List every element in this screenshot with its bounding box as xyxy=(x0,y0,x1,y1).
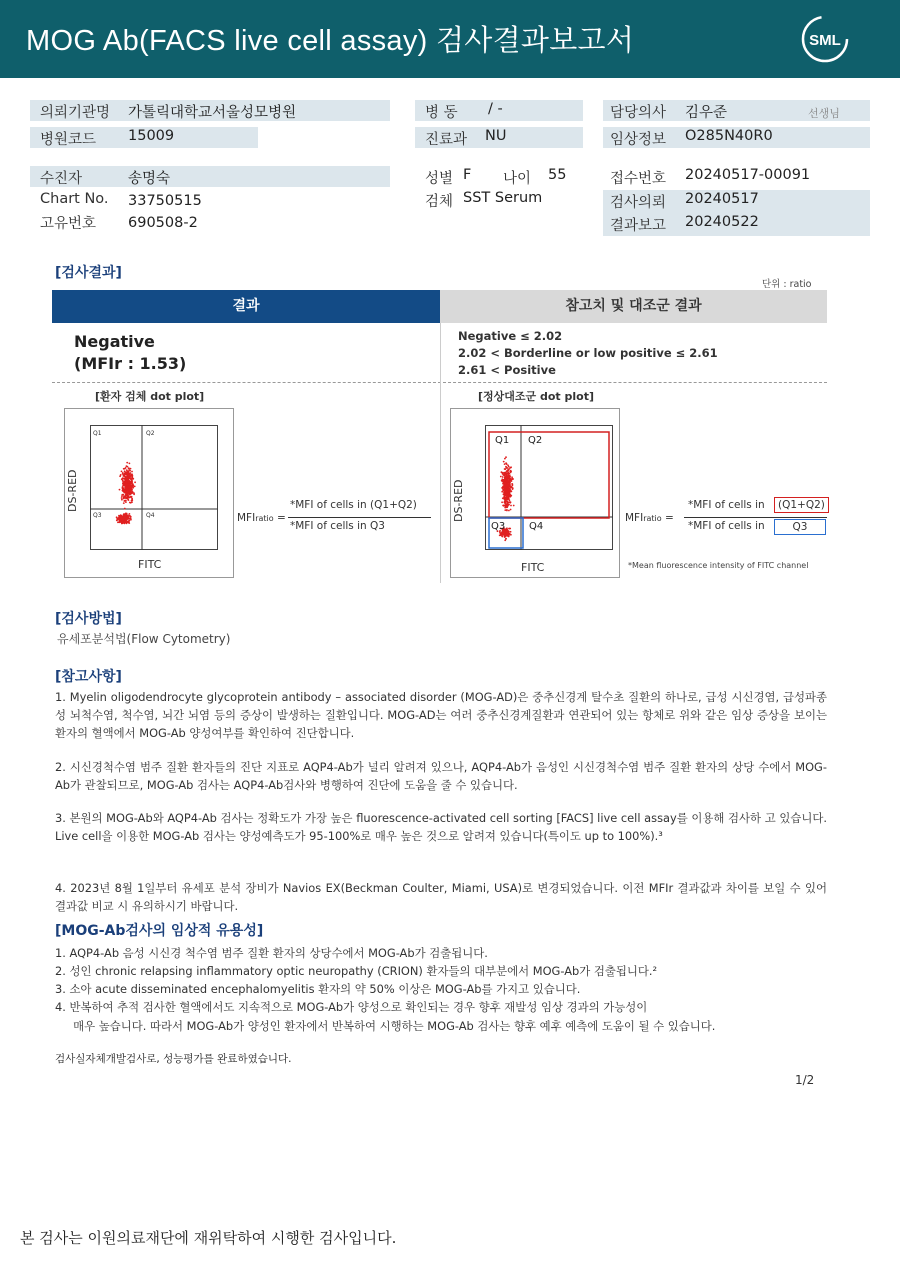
scatter-dot xyxy=(502,489,504,491)
report-header xyxy=(0,0,900,78)
scatter-dot xyxy=(508,492,510,494)
result-mfir: (MFIr : 1.53) xyxy=(74,354,187,373)
hospital-code-label: 병원코드 xyxy=(40,132,97,148)
scatter-dot xyxy=(503,491,505,493)
scatter-dot xyxy=(508,501,510,503)
scatter-dot xyxy=(120,474,122,476)
scatter-dot xyxy=(125,482,127,484)
scatter-dot xyxy=(506,481,508,483)
scatter-dot xyxy=(506,467,508,469)
control-mfi-denominator: *MFI of cells in xyxy=(688,520,765,532)
sml-logo-icon xyxy=(800,14,850,64)
scatter-dot xyxy=(509,528,511,530)
scatter-dot xyxy=(123,483,125,485)
scatter-dot xyxy=(134,481,136,483)
unique-label: 고유번호 xyxy=(40,216,97,232)
scatter-dot xyxy=(130,518,132,520)
scatter-dot xyxy=(134,486,136,488)
scatter-dot xyxy=(505,473,507,475)
scatter-dot xyxy=(122,473,124,475)
scatter-dot xyxy=(122,480,124,482)
report-value: 20240522 xyxy=(685,214,759,230)
specimen-value: SST Serum xyxy=(463,190,543,206)
scatter-dot xyxy=(504,485,506,487)
scatter-dot xyxy=(505,498,507,500)
unique-value: 690508-2 xyxy=(128,215,198,231)
clinical-label: 임상정보 xyxy=(610,132,667,148)
scatter-dot xyxy=(508,498,510,500)
outsourced-note: 본 검사는 이원의료재단에 재위탁하여 시행한 검사입니다. xyxy=(20,1229,397,1247)
control-dot-plot xyxy=(485,425,613,550)
scatter-dot xyxy=(126,465,128,467)
scatter-dot xyxy=(125,487,127,489)
report-label: 결과보고 xyxy=(610,218,667,234)
scatter-dot xyxy=(116,518,118,520)
validation-note: 검사실자체개발검사로, 성능평가를 완료하였습니다. xyxy=(55,1053,292,1065)
scatter-dot xyxy=(123,500,125,502)
scatter-dot xyxy=(510,471,512,473)
patient-mfi-numerator: *MFI of cells in (Q1+Q2) xyxy=(290,499,417,511)
scatter-dot xyxy=(511,476,513,478)
chart-label: Chart No. xyxy=(40,191,109,207)
scatter-dot xyxy=(500,476,502,478)
utility-item: 3. 소아 acute disseminated encephalomyelitis 환자의 약 50% 이상은 MOG-Ab를 가지고 있습니다. xyxy=(55,982,581,996)
scatter-dot xyxy=(132,487,134,489)
scatter-dot xyxy=(120,517,122,519)
scatter-dot xyxy=(504,534,506,536)
patient-x-axis-label: FITC xyxy=(138,558,162,571)
chart-value: 33750515 xyxy=(128,193,202,209)
age-label: 나이 xyxy=(503,171,532,187)
scatter-dot xyxy=(501,501,503,503)
scatter-dot xyxy=(508,533,510,535)
dept-value: NU xyxy=(485,128,507,144)
scatter-dot xyxy=(510,478,512,480)
request-label: 검사의뢰 xyxy=(610,195,667,211)
scatter-dot xyxy=(125,501,127,503)
scatter-dot xyxy=(504,463,506,465)
scatter-dot xyxy=(124,517,126,519)
scatter-dot xyxy=(121,471,123,473)
institution-value: 가톨릭대학교서울성모병원 xyxy=(128,105,297,121)
scatter-dot xyxy=(508,473,510,475)
note-paragraph-2: 2. 시신경척수염 범주 질환 환자들의 진단 지표로 AQP4-Ab가 널리 알려져 있으나, AQP4-Ab가 음성인 시신경척수염 범주 질환 환자의 상당 수에서 MOG-Ab가 관찰되므로, MOG-Ab 검사는 AQP4-Ab검사와 병행하여 진단에 도움을 줄 수 있습니다. xyxy=(55,760,827,792)
scatter-dot xyxy=(131,498,133,500)
scatter-dot xyxy=(126,484,128,486)
scatter-dot xyxy=(504,458,506,460)
reference-line: 2.02 < Borderline or low positive ≤ 2.61 xyxy=(458,346,718,360)
result-column-header: 결과 xyxy=(52,290,440,323)
scatter-dot xyxy=(132,491,134,493)
scatter-dot xyxy=(127,477,129,479)
scatter-dot xyxy=(121,495,123,497)
utility-item: 1. AQP4-Ab 음성 시신경 척수염 범주 질환 환자의 상당수에서 MOG-Ab가 검출됩니다. xyxy=(55,946,488,960)
specimen-label: 검체 xyxy=(425,194,454,210)
scatter-dot xyxy=(506,533,508,535)
scatter-dot xyxy=(124,490,126,492)
scatter-dot xyxy=(130,479,132,481)
doctor-value: 김우준 xyxy=(685,105,728,121)
scatter-dot xyxy=(128,497,130,499)
scatter-dot xyxy=(510,487,512,489)
scatter-dot xyxy=(124,515,126,517)
result-value: Negative xyxy=(74,332,155,351)
scatter-dot xyxy=(117,521,119,523)
doctor-label: 담당의사 xyxy=(610,105,667,121)
mfi-text: MFI xyxy=(237,512,256,524)
patient-mfi-denominator: *MFI of cells in Q3 xyxy=(290,520,385,532)
scatter-dot xyxy=(510,505,512,507)
scatter-dot xyxy=(124,508,126,510)
scatter-dot xyxy=(508,469,510,471)
mfi-footnote: *Mean fluorescence intensity of FITC channel xyxy=(628,561,809,570)
scatter-dot xyxy=(510,495,512,497)
utility-title: [MOG-Ab검사의 임상적 유용성] xyxy=(55,923,264,939)
institution-label: 의뢰기관명 xyxy=(40,105,111,121)
mfi-sub: ratio xyxy=(643,514,662,523)
reference-column-header: 참고치 및 대조군 결과 xyxy=(440,290,827,323)
scatter-dot xyxy=(129,485,131,487)
scatter-dot xyxy=(505,504,507,506)
scatter-dot xyxy=(502,536,504,538)
q2-label: Q2 xyxy=(146,430,155,437)
method-text: 유세포분석법(Flow Cytometry) xyxy=(57,632,231,646)
control-mfi-numerator: *MFI of cells in xyxy=(688,499,765,511)
scatter-dot xyxy=(504,499,506,501)
page-number: 1/2 xyxy=(795,1073,815,1087)
scatter-dot xyxy=(126,462,128,464)
scatter-dot xyxy=(512,483,514,485)
scatter-dot xyxy=(125,485,127,487)
control-fraction-line xyxy=(684,517,827,518)
scatter-dot xyxy=(133,493,135,495)
control-x-axis-label: FITC xyxy=(521,561,545,574)
receipt-value: 20240517-00091 xyxy=(685,167,811,183)
ward-label: 병 동 xyxy=(425,105,458,121)
scatter-dot xyxy=(131,471,133,473)
control-plot-title: [정상대조군 dot plot] xyxy=(478,390,594,403)
scatter-dot xyxy=(123,468,125,470)
scatter-dot xyxy=(132,475,134,477)
scatter-dot xyxy=(127,479,129,481)
scatter-dot xyxy=(505,502,507,504)
scatter-dot xyxy=(131,480,133,482)
scatter-dot xyxy=(119,521,121,523)
scatter-dot xyxy=(502,532,504,534)
utility-item: 4. 반복하여 추적 검사한 혈액에서도 지속적으로 MOG-Ab가 양성으로 확인되는 경우 향후 재발성 임상 경과의 가능성이 xyxy=(55,1000,648,1014)
ward-value: / - xyxy=(488,101,503,117)
scatter-dot xyxy=(130,468,132,470)
scatter-dot xyxy=(513,505,515,507)
scatter-dot xyxy=(509,467,511,469)
scatter-dot xyxy=(506,463,508,465)
scatter-dot xyxy=(125,476,127,478)
scatter-dot xyxy=(510,509,512,511)
scatter-dot xyxy=(128,467,130,469)
control-denominator-box: Q3 xyxy=(774,519,826,535)
scatter-dot xyxy=(127,495,129,497)
notes-title: [참고사항] xyxy=(55,669,122,685)
scatter-dot xyxy=(127,490,129,492)
scatter-dot xyxy=(127,522,129,524)
patient-bar xyxy=(30,166,390,187)
scatter-dot xyxy=(504,536,506,538)
patient-fraction-line xyxy=(288,517,431,518)
scatter-dot xyxy=(123,494,125,496)
scatter-dot xyxy=(505,476,507,478)
request-value: 20240517 xyxy=(685,191,759,207)
clinical-value: O285N40R0 xyxy=(685,128,773,144)
result-section-title: [검사결과] xyxy=(55,265,122,281)
scatter-dot xyxy=(132,477,134,479)
scatter-dot xyxy=(507,497,509,499)
q1-label: Q1 xyxy=(93,430,102,437)
column-divider xyxy=(440,323,441,583)
scatter-dot xyxy=(501,478,503,480)
scatter-dot xyxy=(121,515,123,517)
patient-y-axis-label: DS-RED xyxy=(66,469,79,512)
scatter-dot xyxy=(125,492,127,494)
scatter-dot xyxy=(126,497,128,499)
scatter-dot xyxy=(501,487,503,489)
mfi-sub: ratio xyxy=(255,514,274,523)
scatter-dot xyxy=(124,474,126,476)
patient-value: 송명숙 xyxy=(128,171,171,187)
reference-ranges xyxy=(458,328,718,379)
scatter-dot xyxy=(508,510,510,512)
reference-line: Negative ≤ 2.02 xyxy=(458,329,563,343)
scatter-dot xyxy=(505,491,507,493)
hospital-code-value: 15009 xyxy=(128,128,175,144)
scatter-dot xyxy=(503,505,505,507)
scatter-dot xyxy=(509,488,511,490)
patient-plot-title: [환자 검체 dot plot] xyxy=(95,390,205,403)
scatter-dot xyxy=(508,535,510,537)
note-paragraph-3: 3. 본원의 MOG-Ab와 AQP4-Ab 검사는 정확도가 가장 높은 fluorescence-activated cell sorting [FACS] live cell assay를 이용해 검사하 고 있습니다. Live cell을 이용한 MOG-Ab 검사는 양성예측도가 95-100%로 매우 높은 것으로 알려져 있습니다(특이도 up to 100%).³ xyxy=(55,811,827,843)
sex-label: 성별 xyxy=(425,171,454,187)
scatter-dot xyxy=(507,475,509,477)
control-y-axis-label: DS-RED xyxy=(452,479,465,522)
patient-dot-plot xyxy=(90,425,218,550)
q1-label: Q1 xyxy=(495,435,510,446)
scatter-dot xyxy=(128,516,130,518)
method-title: [검사방법] xyxy=(55,611,122,627)
doctor-suffix: 선생님 xyxy=(808,107,840,120)
scatter-dot xyxy=(121,521,123,523)
scatter-dot xyxy=(504,478,506,480)
scatter-dot xyxy=(123,488,125,490)
scatter-dot xyxy=(505,483,507,485)
scatter-dot xyxy=(128,473,130,475)
control-numerator-box: (Q1+Q2) xyxy=(774,497,829,513)
scatter-dot xyxy=(125,496,127,498)
scatter-dot xyxy=(507,465,509,467)
scatter-dot xyxy=(124,521,126,523)
scatter-dot xyxy=(128,482,130,484)
scatter-dot xyxy=(511,480,513,482)
note-paragraph-4: 4. 2023년 8월 1일부터 유세포 분석 장비가 Navios EX(Beckman Coulter, Miami, USA)로 변경되었습니다. 이전 MFIr 결과값과 차이를 보일 수 있어 결과값 비교 시 유의하시기 바랍니다. xyxy=(55,881,827,913)
scatter-dot xyxy=(130,482,132,484)
scatter-dot xyxy=(506,471,508,473)
q3-label: Q3 xyxy=(491,521,506,532)
scatter-dot xyxy=(505,456,507,458)
logo-text: SML xyxy=(809,32,841,49)
patient-label: 수진자 xyxy=(40,171,83,187)
scatter-dot xyxy=(506,510,508,512)
patient-mfi-label: MFIratio = xyxy=(237,512,286,524)
scatter-dot xyxy=(126,515,128,517)
scatter-dot xyxy=(130,502,132,504)
q3-label: Q3 xyxy=(93,512,102,519)
scatter-dot xyxy=(501,480,503,482)
scatter-dot xyxy=(509,490,511,492)
scatter-dot xyxy=(121,497,123,499)
scatter-dot xyxy=(502,476,504,478)
scatter-dot xyxy=(506,493,508,495)
scatter-dot xyxy=(123,502,125,504)
q4-label: Q4 xyxy=(529,521,544,532)
scatter-dot xyxy=(118,515,120,517)
scatter-dot xyxy=(122,490,124,492)
scatter-dot xyxy=(129,513,131,515)
control-mfi-label: MFIratio = xyxy=(625,512,674,524)
scatter-dot xyxy=(129,493,131,495)
scatter-dot xyxy=(504,509,506,511)
scatter-dot xyxy=(512,488,514,490)
sex-value: F xyxy=(463,167,472,183)
scatter-dot xyxy=(499,532,501,534)
scatter-dot xyxy=(511,478,513,480)
mfi-text: MFI xyxy=(625,512,644,524)
q2-label: Q2 xyxy=(528,435,543,446)
q4-label: Q4 xyxy=(146,512,155,519)
scatter-dot xyxy=(121,478,123,480)
scatter-dot xyxy=(503,461,505,463)
note-paragraph-1: 1. Myelin oligodendrocyte glycoprotein antibody – associated disorder (MOG-AD)은 중추신경계 탈수초 질환의 하나로, 급성 시신경염, 급성파종성 뇌척수염, 척수염, 뇌간 뇌염 등의 증상이 발생하는 질환입니다. MOG-AD는 여러 중추신경계질환과 연관되어 있는 항체로 위와 같은 임상 증상을 보이는 환자의 혈액에서 MOG-Ab 양성여부를 확인하여 진단합니다. xyxy=(55,690,827,740)
scatter-dot xyxy=(509,484,511,486)
scatter-dot xyxy=(129,463,131,465)
scatter-dot xyxy=(510,531,512,533)
scatter-dot xyxy=(501,491,503,493)
utility-item: 2. 성인 chronic relapsing inflammatory optic neuropathy (CRION) 환자들의 대부분에서 MOG-Ab가 검출됩니다.² xyxy=(55,964,658,978)
scatter-dot xyxy=(119,489,121,491)
scatter-dot xyxy=(125,479,127,481)
receipt-label: 접수번호 xyxy=(610,171,667,187)
scatter-dot xyxy=(121,499,123,501)
reference-line: 2.61 < Positive xyxy=(458,363,556,377)
scatter-dot xyxy=(132,483,134,485)
report-title: MOG Ab(FACS live cell assay) 검사결과보고서 xyxy=(26,25,635,57)
scatter-dot xyxy=(503,493,505,495)
scatter-dot xyxy=(505,538,507,540)
utility-item: 매우 높습니다. 따라서 MOG-Ab가 양성인 환자에서 반복하여 시행하는 MOG-Ab 검사는 향후 예후 예측에 도움이 될 수 있습니다. xyxy=(55,1019,716,1033)
age-value: 55 xyxy=(548,167,567,183)
scatter-dot xyxy=(507,484,509,486)
scatter-dot xyxy=(122,517,124,519)
scatter-dot xyxy=(509,481,511,483)
dept-label: 진료과 xyxy=(425,132,468,148)
scatter-dot xyxy=(501,471,503,473)
scatter-dot xyxy=(504,474,506,476)
unit-label: 단위 : ratio xyxy=(762,279,812,290)
